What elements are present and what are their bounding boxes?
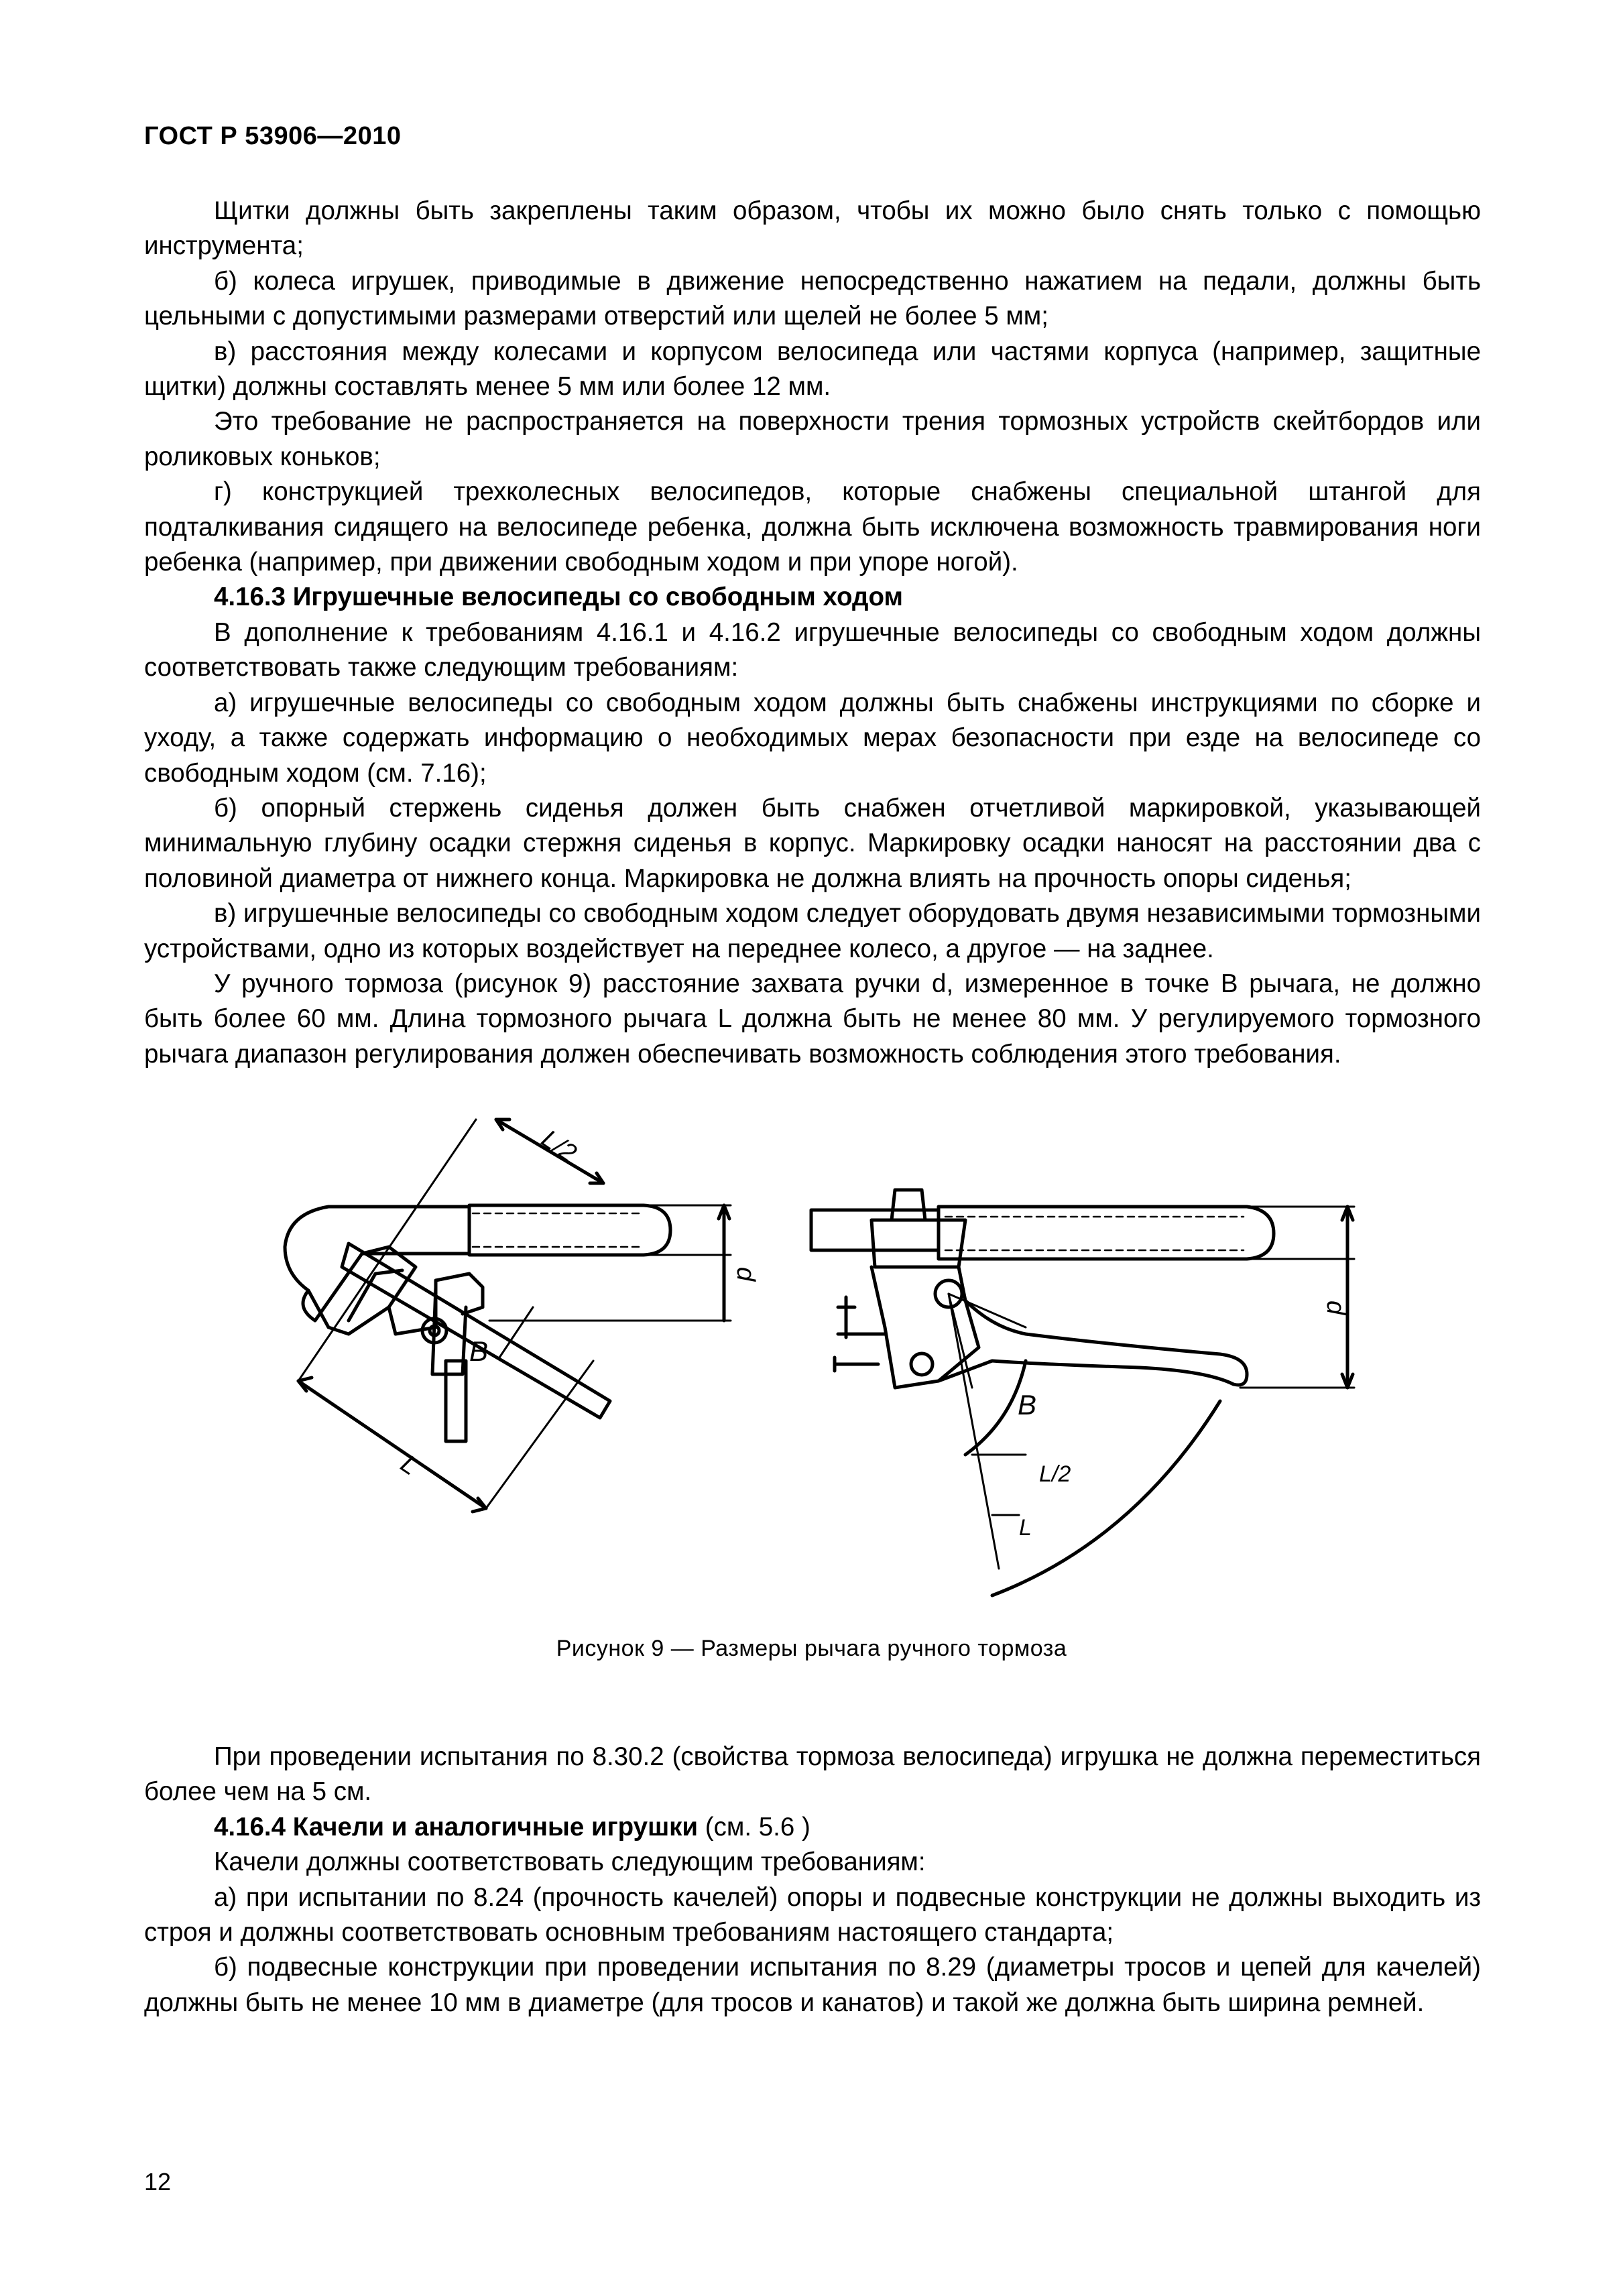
paragraph: г) конструкцией трехколесных велосипедов, которые снабжены специальной штангой для подталкивания сидящего на велосипеде ребенка, должна быть исключена возможность травмирования ноги ребенка (например, при движении свободным ходом и при упоре ногой). bbox=[144, 477, 1481, 577]
paragraph: б) подвесные конструкции при проведении испытания по 8.29 (диаметры тросов и цепей для качелей) должны быть не менее 10 мм в диаметре (для тросов и канатов) и такой же должна быть ширина ремней. bbox=[144, 1953, 1481, 2017]
label-B: B bbox=[469, 1335, 489, 1367]
section-heading bbox=[144, 580, 1481, 615]
paragraph: При проведении испытания по 8.30.2 (свойства тормоза велосипеда) игрушка не должна переместиться более чем на 5 см. bbox=[144, 1742, 1481, 1807]
label-d: d bbox=[731, 1267, 760, 1282]
paragraph: У ручного тормоза (рисунок 9) расстояние захвата ручки d, измеренное в точке B рычага, не должно быть более 60 мм. Длина тормозного рычага L должна быть не менее 80 мм. У регулируемого тормозного рычага диапазон регулирования должен обеспечивать возможность соблюдения этого требования. bbox=[144, 969, 1481, 1069]
paragraph: В дополнение к требованиям 4.16.1 и 4.16.2 игрушечные велосипеды со свободным ходом должны соответствовать также следующим требованиям: bbox=[144, 617, 1481, 682]
adjuster-pivot bbox=[911, 1353, 933, 1375]
dimension-d-extension bbox=[1247, 1207, 1354, 1259]
label-L2: L/2 bbox=[1039, 1461, 1071, 1487]
figure-brake-lever bbox=[268, 1106, 1374, 1616]
label-L2: L/2 bbox=[536, 1124, 582, 1168]
section-heading-text: 4.16.4 Качели и аналогичные игрушки bbox=[214, 1812, 699, 1841]
arc-L bbox=[992, 1401, 1220, 1595]
grip-hatch bbox=[473, 1213, 640, 1247]
grip-hatch bbox=[945, 1217, 1244, 1250]
paragraph: б) опорный стержень сиденья должен быть снабжен отчетливой маркировкой, указывающей минимальную глубину осадки стержня сиденья в корпус. Маркировку осадки наносят на расстоянии два с половиной диаметра от нижнего конца. Маркировка не должна влиять на прочность опоры сиденья; bbox=[144, 793, 1481, 893]
dimension-d-extension bbox=[644, 1205, 731, 1255]
section-heading-suffix: (см. 5.6 ) bbox=[698, 1812, 810, 1841]
dimension-L-line bbox=[298, 1381, 486, 1508]
paragraph: в) расстояния между колесами и корпусом велосипеда или частями корпуса (например, защитные щитки) должны составлять менее 5 мм или более 12 мм. bbox=[144, 337, 1481, 402]
extension-line bbox=[298, 1120, 476, 1381]
label-L: L bbox=[1019, 1515, 1032, 1540]
figure-caption: Рисунок 9 — Размеры рычага ручного тормоза bbox=[556, 1636, 1067, 1661]
arc-L2 bbox=[965, 1361, 1026, 1455]
paragraph: а) при испытании по 8.24 (прочность качелей) опоры и подвесные конструкции не должны выходить из строя и должны соответствовать основным требованиям настоящего стандарта; bbox=[144, 1882, 1481, 1947]
paragraph: Это требование не распространяется на поверхности трения тормозных устройств скейтбордов или роликовых коньков; bbox=[144, 407, 1481, 471]
label-L: L bbox=[395, 1449, 423, 1482]
lever-arm bbox=[939, 1301, 1247, 1385]
cable-end bbox=[835, 1357, 878, 1371]
paragraph: Щитки должны быть закреплены таким образом, чтобы их можно было снять только с помощью инструмента; bbox=[144, 196, 1481, 261]
paragraph: а) игрушечные велосипеды со свободным ходом должны быть снабжены инструкциями по сборке и уходу, а также содержать информацию о необходимых мерах безопасности при езде на велосипеде со свободным ходом (см. 7.16); bbox=[144, 688, 1481, 788]
text-block-top bbox=[144, 194, 1481, 1072]
clamp-top bbox=[892, 1190, 925, 1220]
radius-leader bbox=[949, 1294, 1026, 1327]
paragraph: в) игрушечные велосипеды со свободным ходом следует оборудовать двумя независимыми тормозными устройствами, одно из которых воздействует на переднее колесо, а другое — на заднее. bbox=[144, 899, 1481, 963]
paragraph: Качели должны соответствовать следующим требованиям: bbox=[214, 1848, 926, 1877]
brake-lever-drawing bbox=[268, 1106, 1374, 1616]
right-lever-view bbox=[811, 1190, 1354, 1595]
label-d: d bbox=[1321, 1301, 1349, 1315]
grip bbox=[939, 1207, 1274, 1259]
section-heading bbox=[144, 1810, 1481, 1845]
section-heading-text: 4.16.3 Игрушечные велосипеды со свободным ходом bbox=[214, 583, 903, 612]
paragraph: б) колеса игрушек, приводимые в движение непосредственно нажатием на педали, должны быть цельными с допустимыми размерами отверстий или щелей не более 5 мм; bbox=[144, 266, 1481, 331]
document-header: ГОСТ Р 53906—2010 bbox=[144, 122, 402, 150]
label-B: B bbox=[1018, 1389, 1037, 1421]
page-number: 12 bbox=[144, 2168, 172, 2195]
text-block-bottom bbox=[144, 1740, 1481, 2020]
left-lever-view bbox=[285, 1120, 760, 1512]
